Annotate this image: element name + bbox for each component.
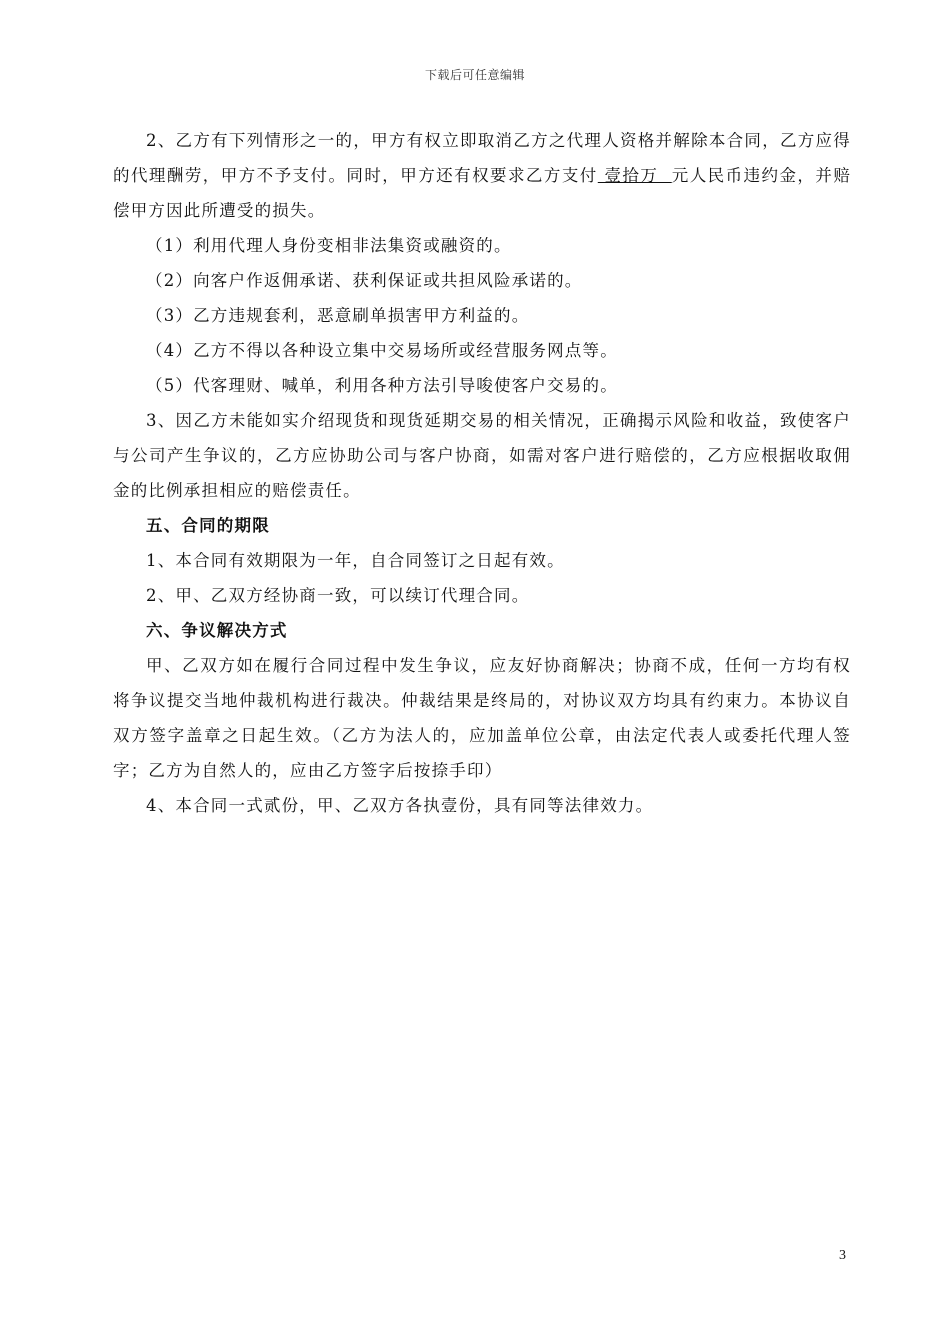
- clause-3-paragraph: 3、因乙方未能如实介绍现货和现货延期交易的相关情况，正确揭示风险和收益，致使客户与公司产生争议的，乙方应协助公司与客户协商，如需对客户进行赔偿的，乙方应根据收取佣金的比例承担相应的赔偿责任。: [113, 411, 851, 500]
- list-item: （3）乙方违规套利，恶意刷单损害甲方利益的。: [146, 306, 530, 325]
- list-item: 2、甲、乙双方经协商一致，可以续订代理合同。: [146, 586, 530, 605]
- penalty-amount: 壹拾万: [597, 166, 672, 185]
- list-item: 1、本合同有效期限为一年，自合同签订之日起有效。: [146, 551, 565, 570]
- section-6-heading: 六、争议解决方式: [146, 621, 288, 640]
- document-body: [113, 123, 851, 823]
- list-item: （1）利用代理人身份变相非法集资或融资的。: [146, 236, 512, 255]
- clause-2-text-a: 2、乙方有下列情形之一的，甲方有权立即取消乙方之代理人资格并解除本合同，乙方应得的代理酬劳，甲方不予支付。同时，甲方还有权要求乙方支付: [113, 131, 851, 185]
- list-item: （4）乙方不得以各种设立集中交易场所或经营服务网点等。: [146, 341, 618, 360]
- clause-2-paragraph: [113, 123, 851, 228]
- list-item: （5）代客理财、喊单，利用各种方法引导唆使客户交易的。: [146, 376, 618, 395]
- clause-2-text-b: 元人民币违约金，并赔偿甲方因此所遭受的损失。: [113, 166, 852, 220]
- list-item: （2）向客户作返佣承诺、获利保证或共担风险承诺的。: [146, 271, 583, 290]
- page-header: 下载后可任意编辑: [424, 68, 525, 82]
- list-item: 4、本合同一式贰份，甲、乙双方各执壹份，具有同等法律效力。: [146, 796, 654, 815]
- dispute-paragraph: 甲、乙双方如在履行合同过程中发生争议，应友好协商解决；协商不成，任何一方均有权将争议提交当地仲裁机构进行裁决。仲裁结果是终局的，对协议双方均具有约束力。本协议自双方签字盖章之日起生效。（乙方为法人的，应加盖单位公章，由法定代表人或委托代理人签字；乙方为自然人的，应由乙方签字后按捺手印）: [113, 656, 851, 780]
- section-5-heading: 五、合同的期限: [146, 516, 270, 535]
- page-number: 3: [839, 1248, 846, 1263]
